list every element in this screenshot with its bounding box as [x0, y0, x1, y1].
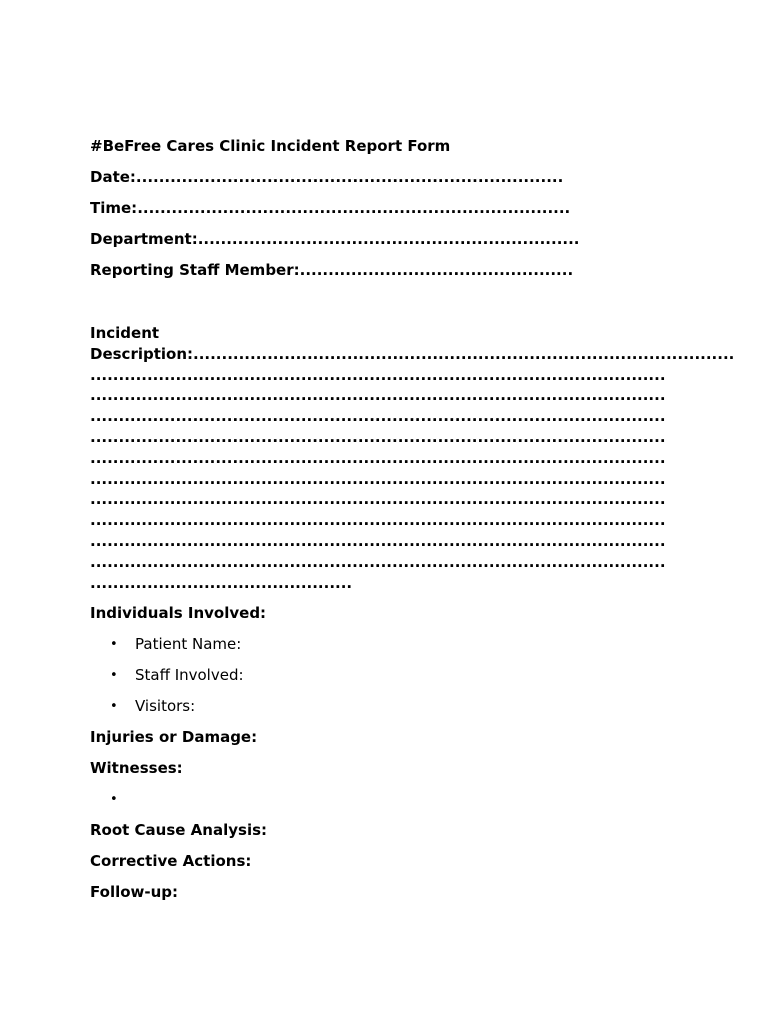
- reporting-staff-dots: ................................................: [299, 261, 574, 279]
- date-dots: ...........................................................................: [135, 168, 564, 186]
- list-item: [90, 665, 680, 686]
- bullet-icon: •: [110, 668, 118, 684]
- incident-dots-line: .....................................................................................................: [90, 552, 666, 571]
- root-cause-heading: Root Cause Analysis:: [90, 821, 268, 840]
- reporting-staff-label: Reporting Staff Member:: [90, 261, 300, 279]
- incident-dots-line: .....................................................................................................: [90, 469, 666, 488]
- patient-name-label: Patient Name:: [135, 635, 242, 654]
- incident-dots-line: .....................................................................................................: [90, 511, 666, 530]
- time-dots: ............................................................................: [137, 199, 571, 217]
- incident-label-line1: Incident: [90, 324, 160, 342]
- incident-dots-line: .....................................................................................................: [90, 365, 666, 384]
- incident-description-label: Description:: [90, 344, 194, 363]
- date-label: Date:: [90, 168, 136, 186]
- injuries-heading: Injuries or Damage:: [90, 728, 258, 747]
- incident-dots-line: .....................................................................................................: [90, 448, 666, 467]
- incident-label-line2: [90, 344, 735, 365]
- incident-description-field: [90, 323, 735, 593]
- spacer: [90, 291, 680, 323]
- incident-report-form: [90, 136, 735, 913]
- bullet-icon: •: [110, 792, 118, 808]
- bullet-icon: •: [110, 699, 118, 715]
- staff-involved-label: Staff Involved:: [135, 666, 244, 685]
- list-item: [90, 789, 680, 810]
- reporting-staff-field: [90, 260, 680, 281]
- incident-dots-line: .....................................................................................................: [90, 427, 666, 446]
- visitors-label: Visitors:: [135, 697, 196, 716]
- department-field: [90, 229, 680, 250]
- form-title: #BeFree Cares Clinic Incident Report Form: [90, 137, 451, 155]
- individuals-involved-heading: Individuals Involved:: [90, 604, 267, 623]
- time-label: Time:: [90, 199, 138, 217]
- incident-dots-line: .....................................................................................................: [90, 407, 666, 426]
- incident-last-dots: ..............................................: [90, 573, 353, 592]
- date-field: [90, 167, 680, 188]
- incident-dots-line: .....................................................................................................: [90, 531, 666, 550]
- incident-first-dots: ...............................................................................................: [193, 344, 735, 363]
- list-item: [90, 696, 680, 717]
- incident-dots-line: .....................................................................................................: [90, 490, 666, 509]
- follow-up-heading: Follow-up:: [90, 883, 179, 902]
- time-field: [90, 198, 680, 219]
- witnesses-heading: Witnesses:: [90, 759, 183, 778]
- individuals-list: [90, 634, 680, 717]
- incident-dots-line: .....................................................................................................: [90, 386, 666, 405]
- list-item: [90, 634, 680, 655]
- bullet-icon: •: [110, 637, 118, 653]
- witnesses-list: [90, 789, 680, 810]
- department-label: Department:: [90, 230, 198, 248]
- corrective-actions-heading: Corrective Actions:: [90, 852, 252, 871]
- department-dots: ...................................................................: [197, 230, 580, 248]
